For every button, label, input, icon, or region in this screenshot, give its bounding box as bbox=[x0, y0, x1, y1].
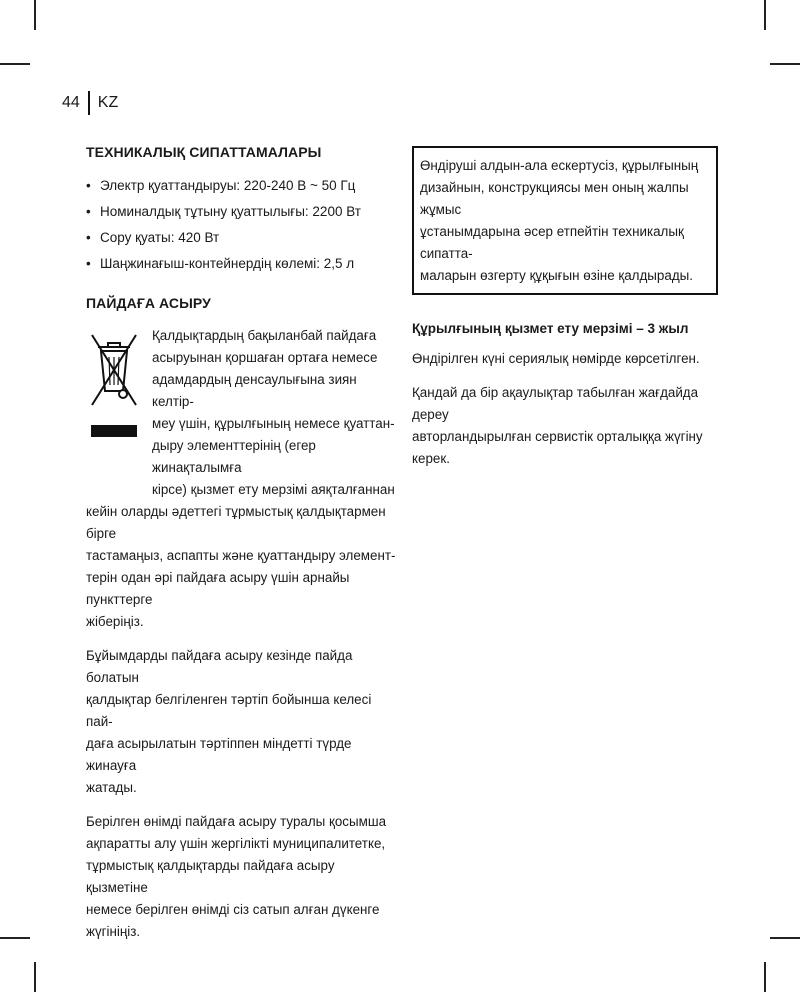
text-line: Өндірілген күні сериялық нөмірде көрсетілген. bbox=[412, 351, 700, 366]
spec-item: • Номиналдық тұтыну қуаттылығы: 2200 Вт bbox=[86, 199, 396, 225]
spec-item: • Шаңжинағыш-контейнердің көлемі: 2,5 л bbox=[86, 251, 396, 277]
text-line: асыруынан қоршаған ортаға немесе bbox=[152, 350, 378, 365]
text-line: дизайнын, конструкциясы мен оның жалпы жұмыс bbox=[420, 180, 689, 217]
language-code: KZ bbox=[97, 94, 119, 111]
text-line: меу үшін, құрылғының немесе қуаттан- bbox=[152, 416, 395, 431]
text-line: терін одан әрі пайдаға асыру үшін арнайы пункттерге bbox=[86, 570, 350, 607]
text-line: кірсе) қызмет ету мерзімі аяқталғаннан bbox=[152, 482, 395, 497]
right-column bbox=[412, 146, 718, 470]
disposal-paragraph-continued bbox=[86, 501, 396, 633]
manufacturer-notice-box bbox=[412, 146, 718, 295]
text-line: ақпаратты алу үшін жергілікті муниципалитетке, bbox=[86, 836, 386, 851]
text-line: кейін оларды әдеттегі тұрмыстық қалдықтармен бірге bbox=[86, 504, 386, 541]
specs-list bbox=[86, 173, 396, 277]
text-line: адамдардың денсаулығына зиян келтір- bbox=[152, 372, 357, 409]
crop-mark bbox=[764, 962, 766, 992]
text-line: тастамаңыз, аспапты және қуаттандыру элемент- bbox=[86, 548, 396, 563]
text-line: Берілген өнімді пайдаға асыру туралы қосымша bbox=[86, 814, 387, 829]
disposal-paragraph-3 bbox=[86, 811, 396, 943]
crossed-out-wheelie-bin-icon bbox=[90, 329, 138, 437]
crop-mark bbox=[770, 63, 800, 65]
service-life-title: Құрылғының қызмет ету мерзімі – 3 жыл bbox=[412, 321, 689, 336]
text-line: авторландырылған сервистік орталыққа жүгіну керек. bbox=[412, 429, 703, 466]
text-line: Қандай да бір ақаулықтар табылған жағдайда дереу bbox=[412, 385, 699, 422]
specs-title: ТЕХНИКАЛЫҚ СИПАТТАМАЛАРЫ bbox=[86, 144, 322, 160]
text-line: жатады. bbox=[86, 780, 137, 795]
crop-mark bbox=[34, 962, 36, 992]
left-column bbox=[86, 143, 396, 943]
text-line: жүгініңіз. bbox=[86, 924, 141, 939]
disposal-paragraph-2 bbox=[86, 645, 396, 799]
text-line: қалдықтар белгіленген тәртіп бойынша келесі пай- bbox=[86, 692, 372, 729]
text-line: немесе берілген өнімді сіз сатып алған дүкенге bbox=[86, 902, 380, 917]
crop-mark bbox=[764, 0, 766, 30]
crop-mark bbox=[770, 937, 800, 939]
crop-mark bbox=[0, 63, 30, 65]
text-line: маларын өзгерту құқығын өзіне қалдырады. bbox=[420, 268, 693, 283]
text-line: ұстанымдарына әсер етпейтін техникалық сипатта- bbox=[420, 224, 684, 261]
header-divider bbox=[88, 91, 90, 115]
text-line: Бұйымдарды пайдаға асыру кезінде пайда болатын bbox=[86, 648, 353, 685]
page-number: 44 bbox=[62, 94, 80, 111]
service-paragraph-1 bbox=[412, 348, 718, 370]
text-line: тұрмыстық қалдықтарды пайдаға асыру қызметіне bbox=[86, 858, 335, 895]
service-paragraph-2 bbox=[412, 382, 718, 470]
text-line: дыру элементтерінің (егер жинақталымға bbox=[152, 438, 316, 475]
disposal-block bbox=[86, 325, 396, 633]
text-line: жіберіңіз. bbox=[86, 614, 144, 629]
text-line: даға асырылатын тәртіппен міндетті түрде жинауға bbox=[86, 736, 352, 773]
crop-mark bbox=[0, 937, 30, 939]
spec-item: • Электр қуаттандыруы: 220-240 В ~ 50 Гц bbox=[86, 173, 396, 199]
text-line: Қалдықтардың бақыланбай пайдаға bbox=[152, 328, 377, 343]
disposal-title: ПАЙДАҒА АСЫРУ bbox=[86, 295, 211, 311]
crop-mark bbox=[34, 0, 36, 30]
spec-item: • Сору қуаты: 420 Вт bbox=[86, 225, 396, 251]
page-header bbox=[62, 91, 118, 115]
text-line: Өндіруші алдын-ала ескертусіз, құрылғының bbox=[420, 158, 699, 173]
